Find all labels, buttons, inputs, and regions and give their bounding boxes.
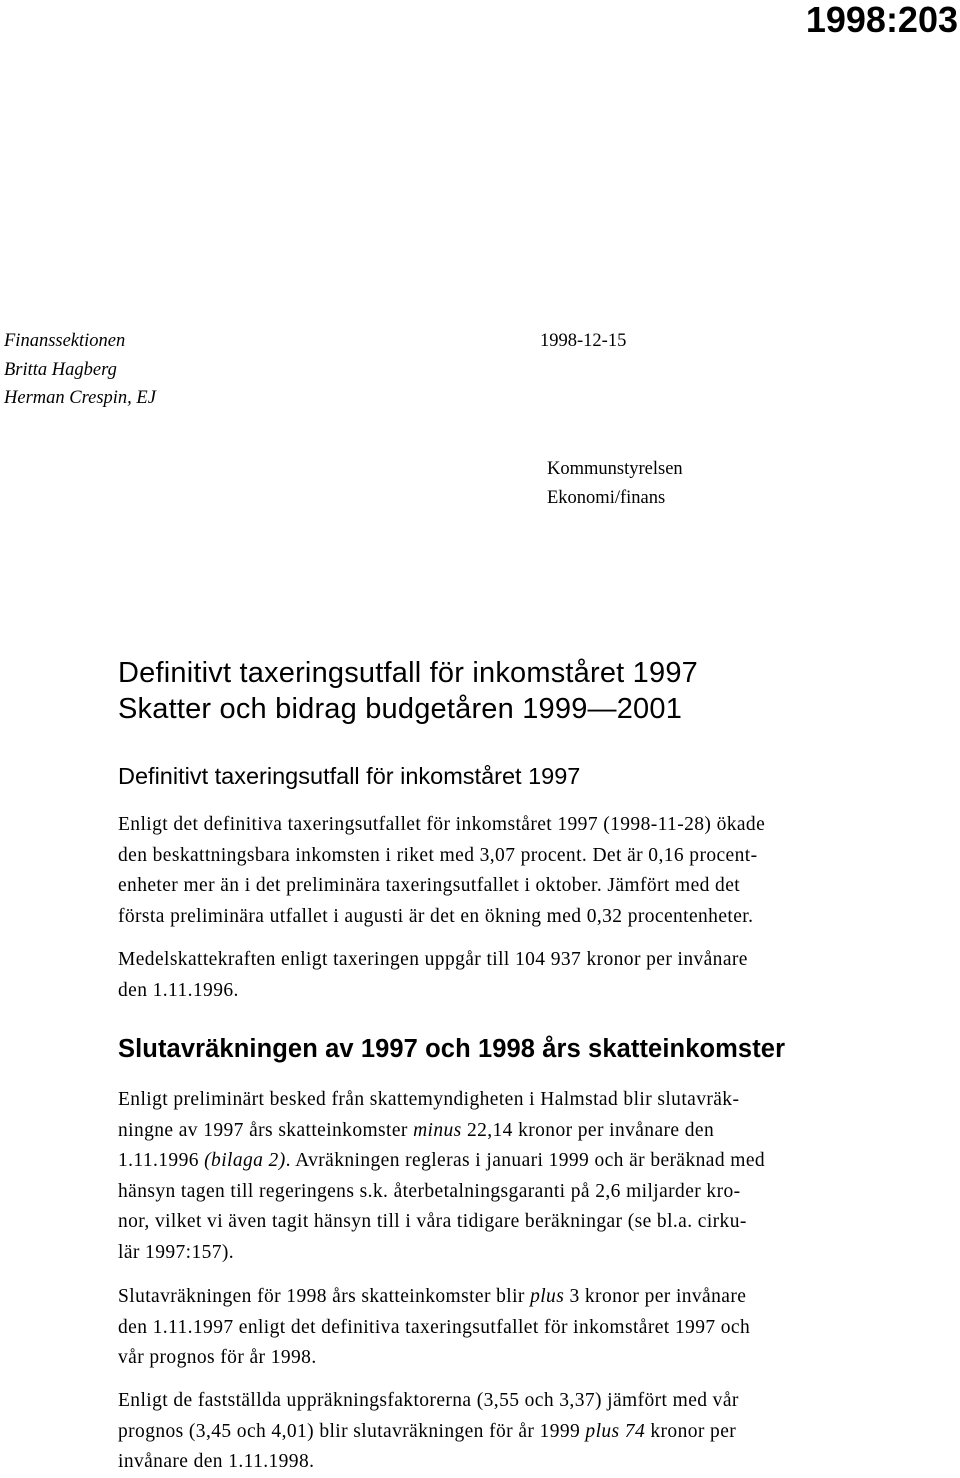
paragraph-taxeringsutfall bbox=[118, 810, 898, 932]
text-line: enheter mer än i det preliminära taxeringsutfallet i oktober. Jämfört med det bbox=[118, 875, 741, 896]
text-line: den beskattningsbara inkomsten i riket med 3,07 procent. Det är 0,16 procent- bbox=[118, 844, 758, 866]
recipient-block bbox=[547, 455, 683, 512]
document-date: 1998-12-15 bbox=[540, 331, 627, 351]
sender-section: Finanssektionen bbox=[4, 331, 126, 351]
emphasis-plus: plus bbox=[530, 1286, 565, 1307]
emphasis-plus-74: plus 74 bbox=[585, 1420, 646, 1442]
sender-name-2: Herman Crespin, EJ bbox=[4, 388, 156, 408]
text-line: lär 1997:157). bbox=[118, 1241, 235, 1263]
text-line: Slutavräkningen för 1998 års skatteinkomster blir plus 3 kronor per invånare bbox=[118, 1286, 747, 1307]
document-number: 1998:203 bbox=[805, 0, 958, 40]
text-line: prognos (3,45 och 4,01) blir slutavräkningen för år 1999 plus 74 kronor per bbox=[118, 1420, 737, 1442]
sender-name-1: Britta Hagberg bbox=[4, 359, 117, 380]
text-line: den 1.11.1996. bbox=[118, 979, 239, 1001]
text-line: hänsyn tagen till regeringens s.k. återbetalningsgaranti på 2,6 miljarder kro- bbox=[118, 1180, 741, 1202]
text-line: ningne av 1997 års skatteinkomster minus 22,14 kronor per invånare den bbox=[118, 1119, 715, 1141]
text-line: Enligt de fastställda uppräkningsfaktorerna (3,55 och 3,37) jämfört med vår bbox=[118, 1390, 739, 1411]
text-line: Medelskattekraften enligt taxeringen uppgår till 104 937 kronor per invånare bbox=[118, 949, 748, 970]
text-line: nor, vilket vi även tagit hänsyn till i våra tidigare beräkningar (se bl.a. cirku- bbox=[118, 1211, 747, 1232]
text-line: Enligt preliminärt besked från skattemyndigheten i Halmstad blir slutavräk- bbox=[118, 1089, 740, 1110]
text-line: invånare den 1.11.1998. bbox=[118, 1451, 315, 1472]
text-line: första preliminära utfallet i augusti är det en ökning med 0,32 procentenheter. bbox=[118, 905, 754, 927]
title-line-2: Skatter och bidrag budgetåren 1999—2001 bbox=[118, 693, 683, 725]
paragraph-slutavrakning-1998 bbox=[118, 1282, 898, 1374]
paragraph-medelskattekraft bbox=[118, 945, 898, 1006]
bilaga-reference: (bilaga 2) bbox=[204, 1150, 286, 1171]
text-line: Enligt det definitiva taxeringsutfallet för inkomståret 1997 (1998-11-28) ökade bbox=[118, 814, 766, 835]
paragraph-slutavrakning-1997 bbox=[118, 1085, 898, 1268]
emphasis-minus: minus bbox=[413, 1119, 462, 1141]
text-line: 1.11.1996 (bilaga 2). Avräkningen regleras i januari 1999 och är beräknad med bbox=[118, 1150, 766, 1171]
title-line-1: Definitivt taxeringsutfall för inkomståret 1997 bbox=[118, 657, 698, 689]
section-heading-slutavrakning: Slutavräkningen av 1997 och 1998 års skatteinkomster bbox=[118, 1035, 786, 1063]
section-heading-taxeringsutfall: Definitivt taxeringsutfall för inkomståret 1997 bbox=[118, 763, 581, 789]
paragraph-upprakningsfaktorer bbox=[118, 1386, 898, 1478]
text-line: den 1.11.1997 enligt det definitiva taxeringsutfallet för inkomståret 1997 och bbox=[118, 1316, 751, 1338]
recipient-line-1: Kommunstyrelsen bbox=[547, 459, 683, 479]
document-title bbox=[118, 655, 698, 727]
text-line: vår prognos för år 1998. bbox=[118, 1347, 317, 1368]
recipient-line-2: Ekonomi/finans bbox=[547, 487, 666, 508]
sender-block bbox=[4, 327, 156, 413]
